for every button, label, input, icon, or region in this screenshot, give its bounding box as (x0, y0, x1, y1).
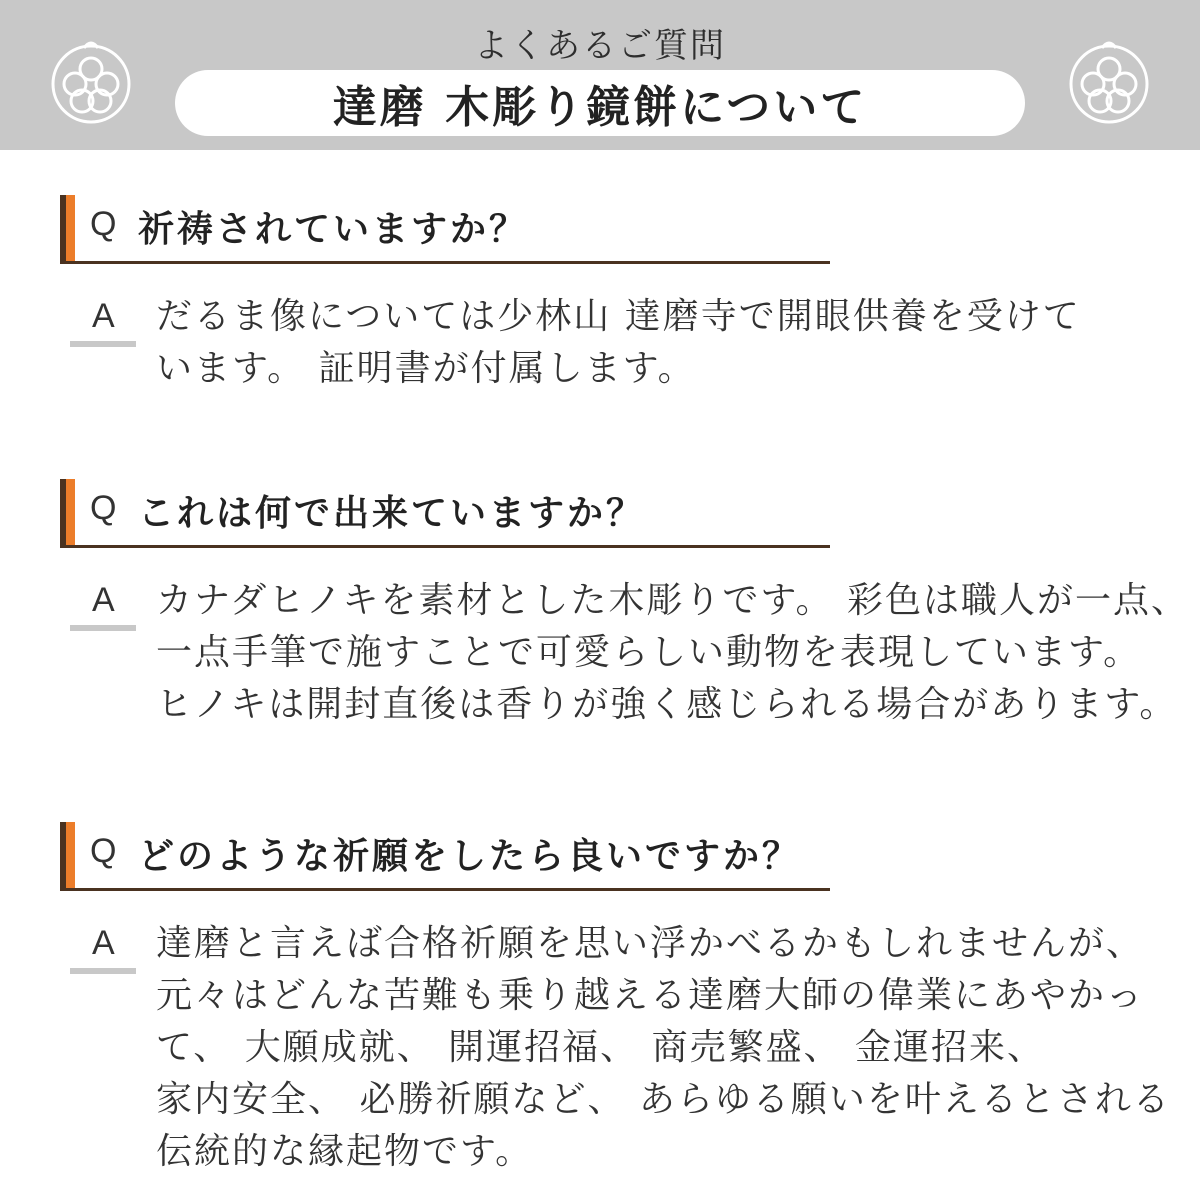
question-accent-bar (60, 479, 66, 547)
answer-line: て、 大願成就、 開運招福、 商売繁盛、 金運招来、 (156, 1027, 1046, 1068)
answer-mark-underline (70, 625, 136, 631)
answer-text (156, 291, 1156, 395)
answer-text (156, 575, 1189, 731)
answer-mark: A (92, 297, 115, 335)
answer-line: います。 証明書が付属します。 (156, 348, 696, 389)
answer-line: 元々はどんな苦難も乗り越える達磨大師の偉業にあやかっ (156, 975, 1145, 1016)
answer-text (156, 918, 1171, 1178)
question-mark: Q (90, 832, 117, 870)
answer-line: 一点手筆で施すことで可愛らしい動物を表現しています。 (156, 632, 1142, 673)
answer-mark: A (92, 581, 115, 619)
question-underline (60, 261, 830, 264)
question-heading (60, 195, 830, 263)
page-title: 達磨 木彫り鏡餅について (332, 82, 868, 133)
question-underline (60, 545, 830, 548)
page-header (0, 0, 1200, 150)
question-accent-bar (60, 195, 66, 263)
answer-mark-underline (70, 341, 136, 347)
question-underline (60, 888, 830, 891)
question-text: これは何で出来ていますか？ (138, 493, 646, 534)
answer-line: 家内安全、 必勝祈願など、 あらゆる願いを叶えるとされる (156, 1079, 1171, 1120)
question-heading (60, 822, 830, 890)
answer-line: カナダヒノキを素材とした木彫りです。 彩色は職人が一点、 (156, 580, 1189, 621)
answer-mark: A (92, 924, 115, 962)
page-subtitle: よくあるご質問 (474, 26, 726, 66)
question-heading (60, 479, 830, 547)
question-mark: Q (90, 489, 117, 527)
question-text: 祈祷されていますか？ (138, 209, 529, 250)
question-mark: Q (90, 205, 117, 243)
question-accent-bar (60, 822, 66, 890)
answer-mark-underline (70, 968, 136, 974)
answer-line: 達磨と言えば合格祈願を思い浮かべるかもしれませんが、 (156, 923, 1145, 964)
question-text: どのような祈願をしたら良いですか？ (138, 836, 802, 877)
title-pill (175, 70, 1025, 136)
answer-line: ヒノキは開封直後は香りが強く感じられる場合があります。 (156, 684, 1178, 725)
answer-line: だるま像については少林山 達磨寺で開眼供養を受けて (156, 296, 1081, 337)
answer-line: 伝統的な縁起物です。 (156, 1131, 534, 1172)
